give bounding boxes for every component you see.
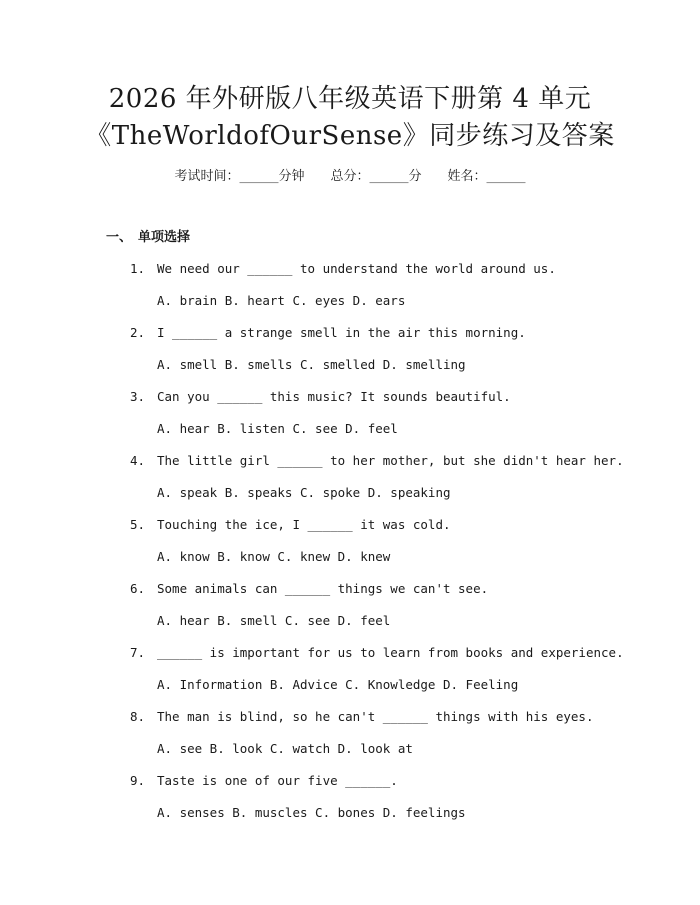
question-text: Taste is one of our five ______. [157,773,398,788]
question-item [0,772,700,836]
question-stem [130,708,594,726]
page-title-line-1: 2026 年外研版八年级英语下册第 4 单元 [108,84,592,114]
total-score-label: 总分：______分 [330,169,422,184]
exam-time-label: 考试时间：______分钟 [174,169,305,184]
question-options: A. know B. know C. knew D. knew [157,549,391,564]
question-item [0,452,700,516]
question-item [0,708,700,772]
question-stem [130,324,526,342]
question-number: 4. [130,453,146,468]
question-options: A. see B. look C. watch D. look at [157,741,413,756]
question-options: A. brain B. heart C. eyes D. ears [157,293,406,308]
question-options: A. Information B. Advice C. Knowledge D. Feeling [157,677,519,692]
exam-info [0,168,700,186]
question-number: 1. [130,261,146,276]
question-number: 5. [130,517,146,532]
question-item [0,516,700,580]
question-options: A. smell B. smells C. smelled D. smelling [157,357,466,372]
question-number: 3. [130,389,146,404]
question-stem [130,772,398,790]
question-list [0,260,700,836]
question-text: The man is blind, so he can't ______ things with his eyes. [157,709,594,724]
question-number: 9. [130,773,146,788]
question-options: A. hear B. smell C. see D. feel [157,613,391,628]
question-stem [130,516,451,534]
question-text: Some animals can ______ things we can't see. [157,581,489,596]
question-stem [130,452,624,470]
question-options: A. hear B. listen C. see D. feel [157,421,398,436]
question-text: ______ is important for us to learn from books and experience. [157,645,624,660]
section-number: 一、 [106,230,133,245]
question-text: We need our ______ to understand the world around us. [157,261,556,276]
question-item [0,644,700,708]
student-name-label: 姓名：______ [447,169,526,184]
page-title-line-2: 《TheWorldofOurSense》同步练习及答案 [85,121,615,151]
question-item [0,388,700,452]
question-number: 8. [130,709,146,724]
question-number: 7. [130,645,146,660]
question-text: I ______ a strange smell in the air this morning. [157,325,526,340]
section-heading [106,229,190,247]
question-options: A. senses B. muscles C. bones D. feelings [157,805,466,820]
question-stem [130,260,556,278]
question-stem [130,388,511,406]
question-item [0,260,700,324]
question-text: The little girl ______ to her mother, but she didn't hear her. [157,453,624,468]
section-title: 单项选择 [138,230,191,245]
question-item [0,324,700,388]
question-options: A. speak B. speaks C. spoke D. speaking [157,485,451,500]
question-stem [130,644,624,662]
question-text: Can you ______ this music? It sounds beautiful. [157,389,511,404]
question-number: 6. [130,581,146,596]
question-item [0,580,700,644]
question-text: Touching the ice, I ______ it was cold. [157,517,451,532]
question-number: 2. [130,325,146,340]
question-stem [130,580,488,598]
